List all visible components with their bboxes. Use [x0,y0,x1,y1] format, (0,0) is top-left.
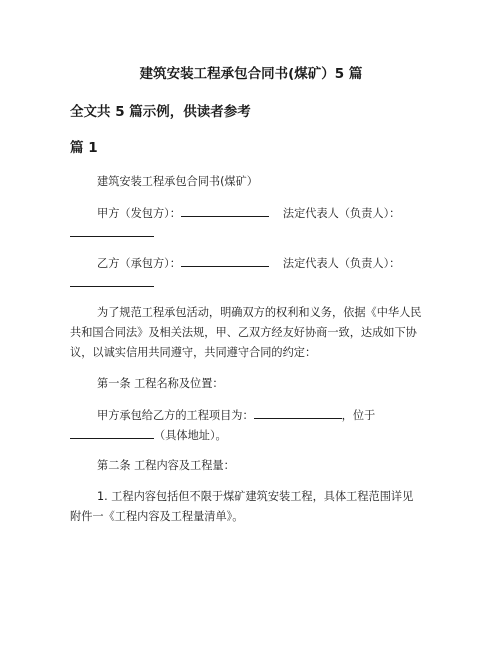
article1-address-text: （具体地址）。 [154,429,227,442]
party-a-rep-label: 法定代表人（负责人）： [282,207,401,220]
project-name-blank [254,408,342,419]
article2-item1-line: 附件一《工程内容及工程量清单》。 [70,510,244,523]
party-b-label: 乙方（承包方）： [97,257,181,270]
section-heading: 篇 1 [70,140,98,156]
contract-title: 建筑安装工程承包合同书(煤矿） [97,175,258,188]
article1-line1 [97,408,375,423]
party-b-rep-blank [70,276,154,287]
party-a-rep-line [70,226,154,241]
address-blank [70,428,154,439]
article2-item1-line: 1. 工程内容包括但不限于煤矿建筑安装工程，具体工程范围详见 [97,490,414,503]
party-b-line [97,256,400,271]
preamble-line: 议，以诚实信用共同遵守，共同遵守合同的约定： [70,346,317,359]
preamble-line: 共和国合同法》及相关法规，甲、乙双方经友好协商一致，达成如下协 [70,326,417,339]
article1-text: 甲方承包给乙方的工程项目为： [97,409,254,422]
party-a-line [97,206,400,221]
article1-line2 [70,428,227,443]
party-b-blank [181,256,269,267]
preamble-line: 为了规范工程承包活动，明确双方的权利和义务，依据《中华人民 [97,306,422,319]
article1-title: 第一条 工程名称及位置： [97,377,224,390]
party-a-label: 甲方（发包方）： [97,207,181,220]
article1-location-text: ，位于 [341,409,376,422]
party-b-rep-line [70,276,154,291]
article2-title: 第二条 工程内容及工程量： [97,459,235,472]
document-subtitle: 全文共 5 篇示例，供读者参考 [70,104,251,120]
party-a-rep-blank [70,226,154,237]
party-a-blank [181,206,269,217]
document-title: 建筑安装工程承包合同书(煤矿）5 篇 [139,66,363,82]
party-b-rep-label: 法定代表人（负责人）： [282,257,401,270]
